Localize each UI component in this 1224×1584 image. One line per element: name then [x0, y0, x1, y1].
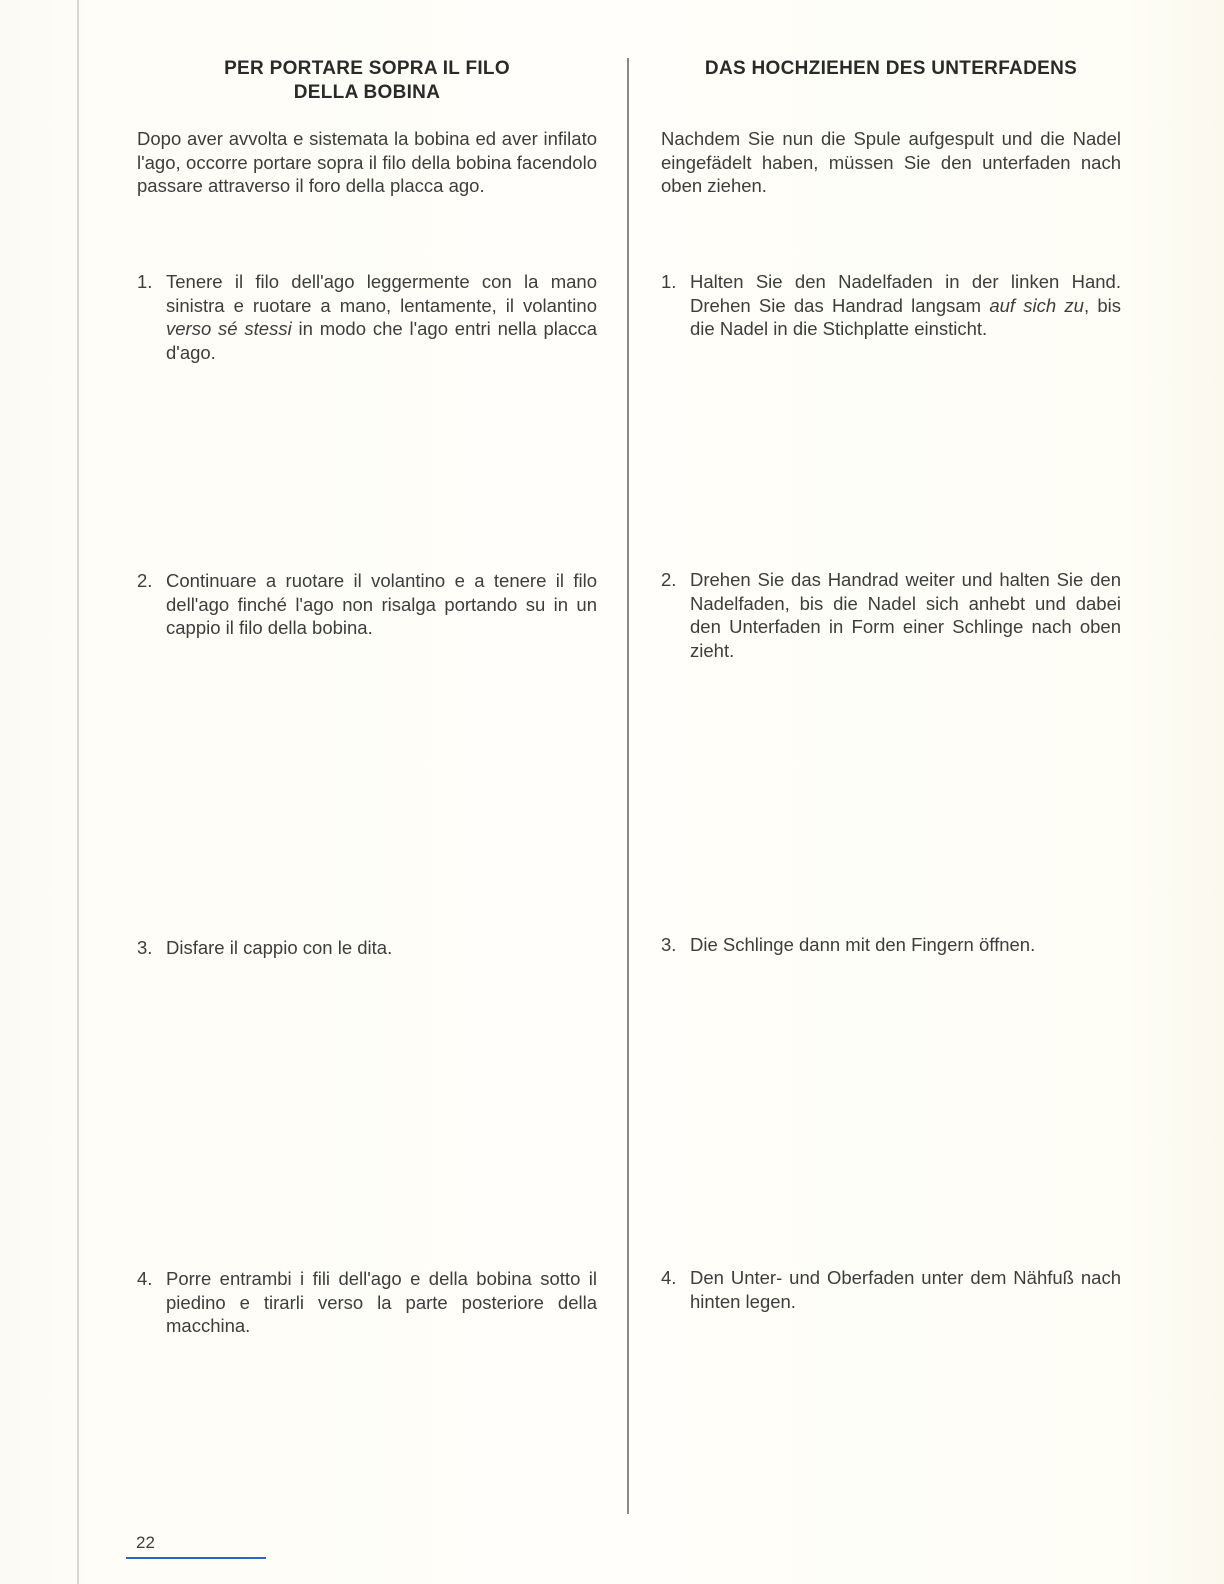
left-step-1: [137, 270, 597, 364]
right-step-3: [661, 933, 1121, 957]
step-text: Den Unter- und Oberfaden unter dem Nähfuß nach hinten legen.: [690, 1267, 1121, 1312]
right-step-1: [661, 270, 1121, 341]
step-text-part: , bis die Nadel in die Stichplatte einsticht.: [690, 294, 1121, 339]
step-number: 2.: [661, 569, 677, 590]
step-text-part: in modo che l'ago entri nella placca d'ago.: [166, 318, 597, 363]
step-number: 4.: [661, 1267, 677, 1288]
step-text-part: Tenere il filo dell'ago leggermente con la mano sinistra e ruotare a mano, lentamente, il volantino: [166, 271, 597, 316]
step-text: Drehen Sie das Handrad weiter und halten Sie den Nadelfaden, bis die Nadel sich anhebt und dabei den Unterfaden in Form einer Schlinge nach oben zieht.: [690, 569, 1121, 661]
step-number: 2.: [137, 570, 153, 591]
column-divider: [627, 58, 629, 1514]
step-number: 4.: [137, 1268, 153, 1289]
left-step-3: [137, 936, 597, 960]
step-text: [166, 270, 597, 364]
step-text: Continuare a ruotare il volantino e a tenere il filo dell'ago finché l'ago non risalga portando su in un cappio il filo della bobina.: [166, 570, 597, 638]
step-number: 3.: [137, 937, 153, 958]
page-edge-line: [77, 0, 79, 1584]
right-intro: Nachdem Sie nun die Spule aufgespult und die Nadel eingefädelt haben, müssen Sie den unterfaden nach oben ziehen.: [661, 128, 1121, 196]
step-text: Porre entrambi i fili dell'ago e della bobina sotto il piedino e tirarli verso la parte posteriore della macchina.: [166, 1268, 597, 1336]
step-number: 1.: [137, 271, 153, 292]
page-number: 22: [136, 1533, 155, 1552]
left-heading: PER PORTARE SOPRA IL FILO DELLA BOBINA: [224, 58, 510, 103]
right-step-4: [661, 1266, 1121, 1313]
step-number: 3.: [661, 934, 677, 955]
footer-rule: [126, 1557, 266, 1559]
step-number: 1.: [661, 271, 677, 292]
left-step-4: [137, 1267, 597, 1338]
right-step-2: [661, 568, 1121, 662]
step-text: [690, 270, 1121, 341]
step-text-emphasis: verso sé stessi: [166, 318, 292, 339]
step-text: Die Schlinge dann mit den Fingern öffnen.: [690, 934, 1036, 955]
left-intro: Dopo aver avvolta e sistemata la bobina ed aver infilato l'ago, occorre portare sopra il filo della bobina facendolo passare attraverso il foro della placca ago.: [137, 128, 597, 196]
left-step-2: [137, 569, 597, 640]
step-text: Disfare il cappio con le dita.: [166, 937, 393, 958]
step-text-part: Halten Sie den Nadelfaden in der linken Hand. Drehen Sie das Handrad langsam: [690, 271, 1121, 316]
right-heading: DAS HOCHZIEHEN DES UNTERFADENS: [704, 58, 1078, 79]
step-text-emphasis: auf sich zu: [989, 294, 1084, 316]
